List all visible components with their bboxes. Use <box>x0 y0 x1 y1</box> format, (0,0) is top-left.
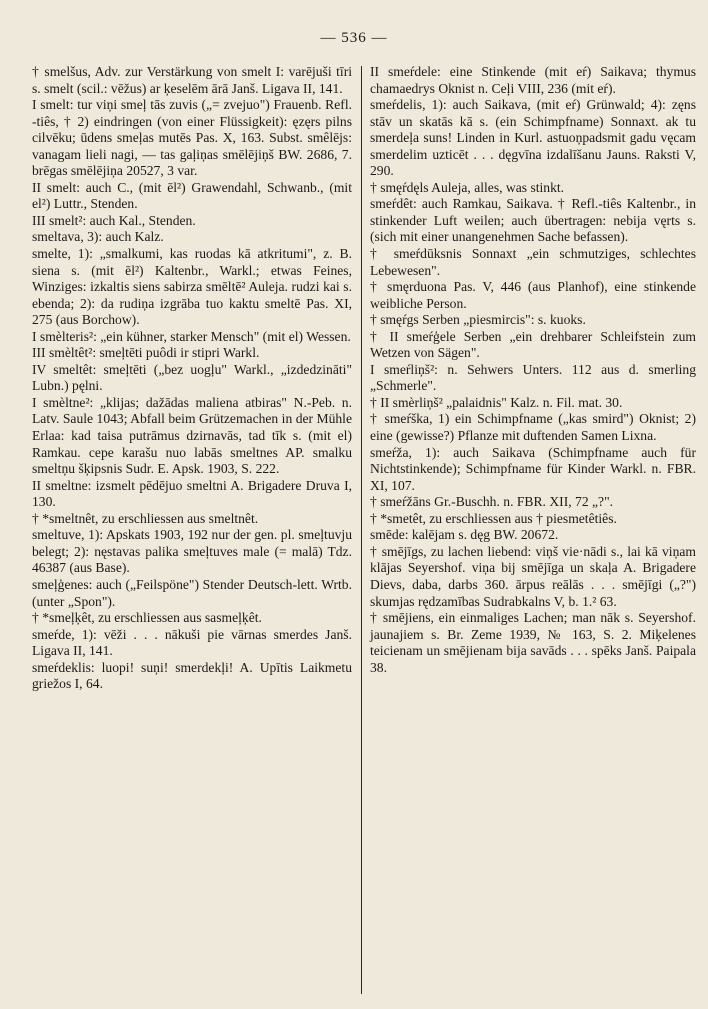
dictionary-entry: † II smèrliņš² „palaidnis" Kalz. n. Fil. mat. 30. <box>370 394 623 410</box>
dictionary-entry: † II smeŕģele Serben „ein drehbarer Schleifstein zum Wetzen von Sägen". <box>370 328 696 361</box>
dictionary-entry: † *smeļķêt, zu erschliessen aus sasmeļķêt. <box>32 610 262 626</box>
dictionary-entry: I smèltne²: „klijas; dažādas maliena atbiras" N.-Peb. n. Latv. Saule 1043; Abfall beim Grützemachen in der Mühle Erlaa: kad taisa putrāmus dzirnavās, tad tīk s. (mit el) Ramkau. cepe karašu nuo labās smeltnes AP. smalku smeltņu šķipsnis Sudr. E. Apsk. 1903, S. 222. <box>32 394 352 477</box>
dictionary-entry: smeŕdeklis: luopi! suņi! smerdekļi! A. Upītis Laikmetu griežos I, 64. <box>32 659 352 692</box>
dictionary-entry: I smelt: tur viņi smeļ tās zuvis („= zvejuo") Frauenb. Refl. -tiês, † 2) eindringen (von einer Flüssigkeit): ęzęrs pilns cilvēku; ūdens smeļas mutēs Pas. X, 163. Subst. smêlējs: vanagam lieli nagi, — tas gaļiņas smēlējiņš BW. 2686, 7. brēgas smēlējiņa 20527, 3 var. <box>32 97 352 179</box>
dictionary-entry: † smējīgs, zu lachen liebend: viņš vie·nādi s., lai kā viņam klājas Seyershof. viņa bij smējīga un skaļa A. Brigadere Dievs, daba, darbs 360. ārpus reālās . . . smējīgi („?") skumjas rędzamības Sudrabkalns V, b. 1.² 63. <box>370 543 696 609</box>
dictionary-entry: smeŕdelis, 1): auch Saikava, (mit eŕ) Grünwald; 4): zęns stāv un skatās kā s. (ein Schimpfname) Sonnaxt. ak tu smerdeļa suns! Linden in Kurl. astuoņpadsmit gadu vęcam smerdelim uzticēt . . . dęgvīna izdalīšanu Jauns. Raksti V, 290. <box>370 97 696 179</box>
dictionary-entry: † *smeltnêt, zu erschliessen aus smeltnêt. <box>32 510 259 526</box>
dictionary-entry: smeltuve, 1): Apskats 1903, 192 nur der gen. pl. smeļtuvju belegt; 2): nęstavas palika smeļtuves male (= malā) Tdz. 46387 (aus Base). <box>32 527 352 576</box>
dictionary-entry: † *smetêt, zu erschliessen aus † piesmetêtiês. <box>370 510 617 526</box>
dictionary-entry: smeltava, 3): auch Kalz. <box>32 229 164 245</box>
dictionary-entry: smeŕža, 1): auch Saikava (Schimpfname auch für Nichtstinkende); Schimpfname für Kinder Warkl. n. FBR. XI, 107. <box>370 444 696 493</box>
page-number: — 536 — <box>320 30 388 46</box>
dictionary-entry: III smelt²: auch Kal., Stenden. <box>32 212 196 228</box>
dictionary-entry: II smelt: auch C., (mit ēl²) Grawendahl, Schwanb., (mit el²) Luttr., Stenden. <box>32 179 352 212</box>
dictionary-entry: II smeŕdele: eine Stinkende (mit eŕ) Saikava; thymus chamaedrys Oknist n. Ceļi VIII, 236 (mit eŕ). <box>370 64 696 96</box>
dictionary-entry: † smelšus, Adv. zur Verstärkung von smelt I: varējuši tīri s. smelt (scil.: vēžus) ar ķeselēm ārā Janš. Ligava II, 141. <box>32 64 352 96</box>
right-column <box>370 64 696 676</box>
dictionary-entry: † smeŕžāns Gr.-Buschh. n. FBR. XII, 72 „?". <box>370 494 614 510</box>
column-divider <box>361 66 362 994</box>
dictionary-entry: † smeŕdūksnis Sonnaxt „ein schmutziges, schlechtes Lebewesen". <box>370 246 696 278</box>
dictionary-entry: smeŕde, 1): vēži . . . nākuši pie vārnas smerdes Janš. Ligava II, 141. <box>32 626 352 659</box>
dictionary-entry: II smeltne: izsmelt pēdējuo smeltni A. Brigadere Druva I, 130. <box>32 477 352 510</box>
dictionary-entry: I smèlteris²: „ein kühner, starker Mensch" (mit el) Wessen. <box>32 328 351 344</box>
dictionary-entry: smeļģenes: auch („Feilspöne") Stender Deutsch-lett. Wrtb. (unter „Spon"). <box>32 576 352 609</box>
dictionary-entry: † smęrduona Pas. V, 446 (aus Planhof), eine stinkende weibliche Person. <box>370 279 696 311</box>
left-column <box>32 64 352 693</box>
dictionary-entry: smelte, 1): „smalkumi, kas ruodas kā atkritumi", z. B. siena s. (mit ēl²) Kaltenbr., Warkl.; etwas Feines, Winziges: izkaltis siens sabirza smēltē² Auleja. rudzi kai s. ebenda; 2): da rudiņa izgrāba tuo kaktu smeltē Pas. XI, 275 (aus Borchow). <box>32 246 352 328</box>
dictionary-entry: smēde: kalējam s. dęg BW. 20672. <box>370 527 559 543</box>
dictionary-entry: † smęŕgs Serben „piesmircis": s. kuoks. <box>370 312 586 328</box>
dictionary-entry: IV smeltêt: smeļtēti („bez uogļu" Warkl., „izdedzināti" Lubn.) pęlni. <box>32 361 352 394</box>
dictionary-entry: † smējiens, ein einmaliges Lachen; man nāk s. Seyershof. jaunajiem s. Br. Zeme 1939, № 163, S. 2. Miķelenes teicienam un smējienam bija savāds . . . spēks Janš. Paipala 38. <box>370 610 696 675</box>
dictionary-entry: † smęŕdęls Auleja, alles, was stinkt. <box>370 179 565 195</box>
dictionary-entry: smeŕdêt: auch Ramkau, Saikava. † Refl.-tiês Kaltenbr., in stinkender Luft weilen; auch übertragen: nebija vęrts s. (sich mit einer unangenehmen Sache befassen). <box>370 196 696 245</box>
dictionary-entry: † smeŕška, 1) ein Schimpfname („kas smird") Oknist; 2) eine (gewisse?) Pflanze mit duftenden Samen Lixna. <box>370 411 696 444</box>
dictionary-entry: I smeŕliņš²: n. Sehwers Unters. 112 aus d. smerling „Schmerle". <box>370 361 696 394</box>
dictionary-entry: III smèltêt²: smeļtēti puôdi ir stipri Warkl. <box>32 345 260 361</box>
